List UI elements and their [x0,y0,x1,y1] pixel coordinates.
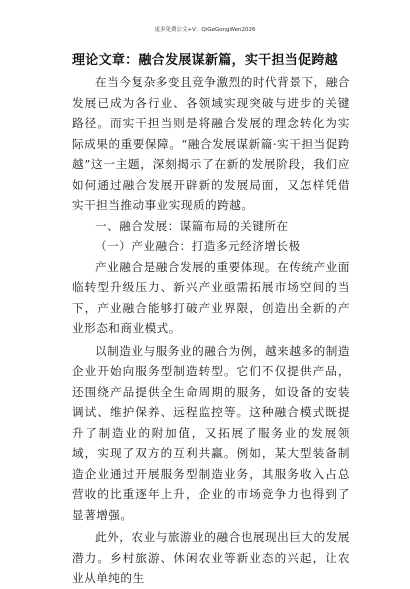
paragraph-intro: 在当今复杂多变且竞争激烈的时代背景下，融合发展已成为各行业、各领域实现突破与进步的关键路径。而实干担当则是将融合发展的理念转化为实际成果的重要保障。“融合发展谋新篇·实干担当促跨越”这一主题，深刻揭示了在新的发展阶段，我们应如何通过融合发展开辟新的发展局面，又怎样凭借实干担当推动事业实现质的跨越。 [72,75,350,212]
header-note: 更多免费公文+V：QiGeGongWen2026 [154,27,256,33]
paragraph-agriculture-tourism: 此外，农业与旅游业的融合也展现出巨大的发展潜力。乡村旅游、休闲农业等新业态的兴起，让农业从单纯的生 [72,530,350,585]
document-body [72,72,350,589]
section-heading: 一、融合发展：谋篇布局的关键所在 [95,218,289,233]
paragraph-industry-fusion: 产业融合是融合发展的重要体现。在传统产业面临转型升级压力、新兴产业亟需拓展市场空间的当下，产业融合能够打破产业界限，创造出全新的产业形态和商业模式。 [72,259,350,335]
page-title: 理论文章：融合发展谋新篇，实干担当促跨越 [71,53,338,68]
subsection-heading: （一）产业融合：打造多元经济增长极 [95,239,301,253]
paragraph-manufacturing-example: 以制造业与服务业的融合为例，越来越多的制造企业开始向服务型制造转型。它们不仅提供产品，还围绕产品提供全生命周期的服务，如设备的安装调试、维护保养、远程监控等。这种融合模式既提升了制造业的附加值，又拓展了服务业的发展领域，实现了双方的互利共赢。例如，某大型装备制造企业通过开展服务型制造业务，其服务收入占总营收的比重逐年上升，企业的市场竞争力也得到了显著增强。 [72,343,350,522]
